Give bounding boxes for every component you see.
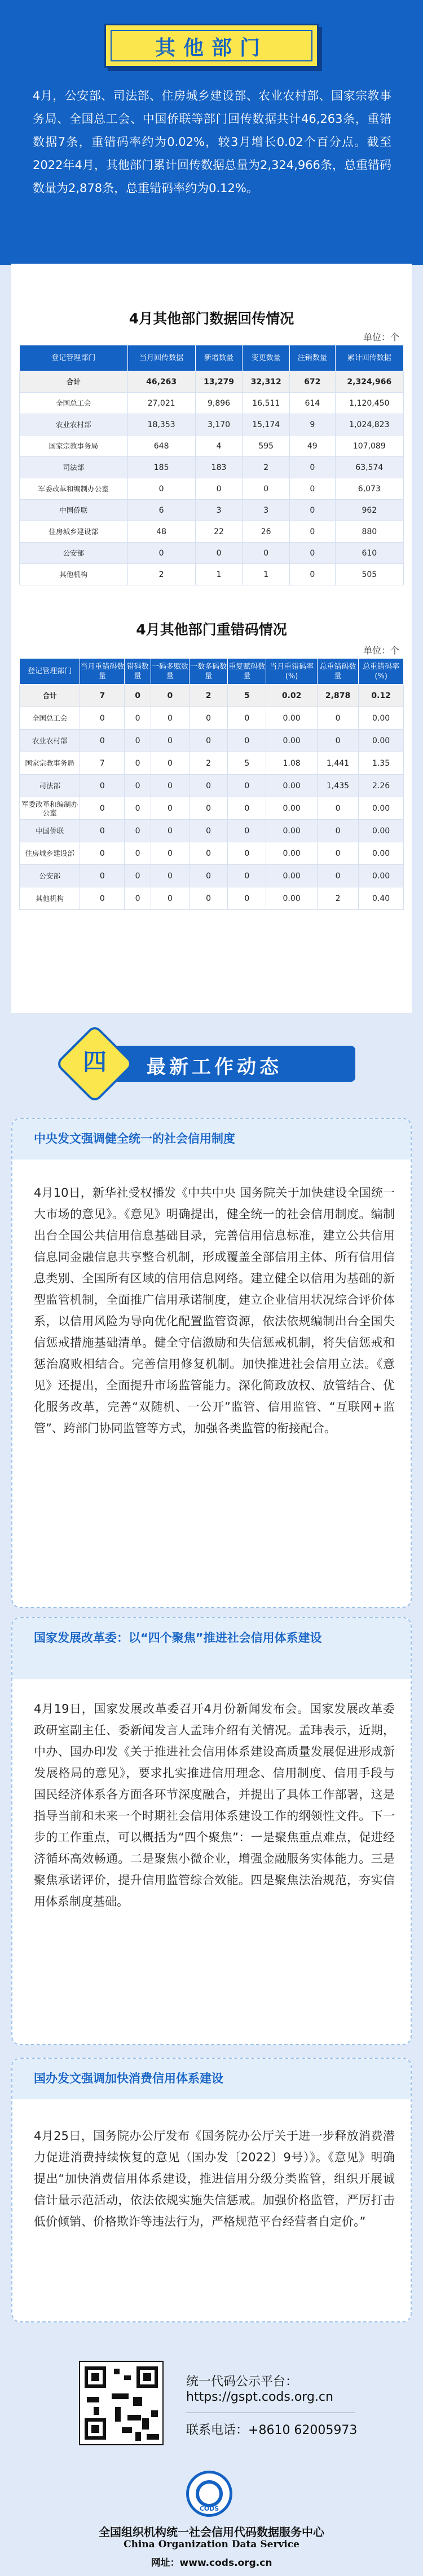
table-cell: 6 — [127, 500, 195, 521]
table-row — [20, 707, 404, 730]
table-cell: 107,089 — [335, 436, 403, 457]
table-cell: 32,312 — [243, 371, 290, 393]
table-cell: 0 — [151, 820, 189, 842]
table-cell: 0 — [190, 842, 228, 865]
table-cell: 0.00 — [359, 842, 404, 865]
table-cell: 46,263 — [127, 371, 195, 393]
table-cell: 0 — [151, 775, 189, 797]
table-cell: 0 — [80, 865, 125, 887]
news-item-1-body: 4月10日，新华社受权播发《中共中央 国务院关于加快建设全国统一大市场的意见》。《意见》明确提出，健全统一的社会信用制度。编制出台全国公共信用信息基础目录，完善信用信息标准，建立公共信用信息同金融信息共享整合机制，形成覆盖全部信用主体、所有信用信息类别、全国所有区域的信用信息网络。建立健全以信用为基础的新型监管机制，全面推广信用承诺制度，建立企业信用状况综合评价体系，以信用风险为导向优化配置监管资源，依法依规编制出台全国失信惩戒措施基础清单。健全守信激励和失信惩戒机制，将失信惩戒和惩治腐败相结合。完善信用修复机制。加快推进社会信用立法。《意见》还提出，全面提升市场监管能力。深化简政放权、放管结合、优化服务改革，完善“双随机、一公开”监管、信用监管、“互联网+监管”、跨部门协同监管等方式，加强各类监管的衔接配合。 — [34, 1186, 395, 1435]
table2-header-8: 总重错码率(%) — [359, 659, 404, 685]
table-cell: 1 — [195, 564, 243, 585]
table-cell: 0 — [190, 707, 228, 730]
table-cell: 1,435 — [317, 775, 358, 797]
table-cell: 0.00 — [359, 820, 404, 842]
table-cell: 183 — [195, 457, 243, 478]
row-label: 司法部 — [20, 775, 80, 797]
table-row — [20, 414, 404, 436]
table-cell: 48 — [127, 521, 195, 543]
table-row — [20, 752, 404, 775]
table-cell: 0 — [125, 820, 151, 842]
table-cell: 49 — [290, 436, 336, 457]
table-row — [20, 730, 404, 752]
table-cell: 0 — [125, 887, 151, 910]
table2-header-5: 重复赋码数量 — [228, 659, 266, 685]
table1-header-row — [20, 345, 404, 371]
table-cell: 0.00 — [266, 820, 318, 842]
table-cell: 5 — [228, 752, 266, 775]
org-name-en: China Organization Data Service — [124, 2539, 299, 2550]
table2-header-0: 登记管理部门 — [20, 659, 80, 685]
row-label: 司法部 — [20, 457, 128, 478]
news-item-3-heading: 国办发文强调加快消费信用体系建设 — [34, 2072, 223, 2085]
news-item-2-body: 4月19日，国家发展改革委召开4月份新闻发布会。国家发展改革委政研室副主任、委新闻发言人孟玮介绍有关情况。孟玮表示，近期，中办、国办印发《关于推进社会信用体系建设高质量发展促进形成新发展格局的意见》，要求扎实推进信用理念、信用制度、信用手段与国民经济体系各方面各环节深度融合，并提出了具体工作部署，这是指导当前和未来一个时期社会信用体系建设工作的纲领性文件。下一步的工作重点，可以概括为“四个聚焦”：一是聚焦重点难点，促进经济循环高效畅通。二是聚焦小微企业，增强金融服务实体能力。三是聚焦承诺评价，提升信用监管综合效能。四是聚焦法治规范，夯实信用体系制度基础。 — [34, 1702, 395, 1908]
table1 — [19, 345, 404, 585]
table-cell: 0 — [125, 685, 151, 707]
table-cell: 0.00 — [359, 865, 404, 887]
table-cell: 16,511 — [243, 393, 290, 414]
table-cell: 0 — [195, 543, 243, 564]
qr-code[interactable] — [79, 2361, 164, 2445]
table-cell: 0 — [190, 865, 228, 887]
table-cell: 0 — [125, 865, 151, 887]
table-cell: 0 — [151, 707, 189, 730]
table-cell: 0 — [228, 707, 266, 730]
table-row — [20, 436, 404, 457]
table-cell: 0 — [228, 820, 266, 842]
table-cell: 0.40 — [359, 887, 404, 910]
row-label: 中国侨联 — [20, 820, 80, 842]
row-label: 农业农村部 — [20, 730, 80, 752]
cods-logo-text: CODS — [199, 2505, 219, 2512]
table-row — [20, 887, 404, 910]
table-cell: 0 — [290, 564, 336, 585]
table-cell: 15,174 — [243, 414, 290, 436]
table-cell: 0.00 — [266, 887, 318, 910]
table-cell: 18,353 — [127, 414, 195, 436]
table-cell: 1,024,823 — [335, 414, 403, 436]
section3-paragraph: 4月，公安部、司法部、住房城乡建设部、农业农村部、国家宗教事务局、全国总工会、中国侨联等部门回传数据共计46,263条，重错数据7条，重错码率约为0.02%，较3月增长0.02个百分点。截至2022年4月，其他部门累计回传数据总量为2,324,966条，总重错码数量为2,878条，总重错码率约为0.12%。 — [33, 89, 391, 195]
table1-header-5: 累计回传数据 — [335, 345, 403, 371]
table-cell: 1 — [243, 564, 290, 585]
table-cell: 0 — [290, 478, 336, 500]
table-cell: 0 — [80, 842, 125, 865]
table-cell: 0 — [125, 752, 151, 775]
table-cell: 0 — [317, 707, 358, 730]
table-cell: 610 — [335, 543, 403, 564]
table-cell: 0.00 — [266, 775, 318, 797]
cods-logo-ring — [196, 2480, 223, 2507]
news-item-3 — [11, 2058, 412, 2322]
table-cell: 0 — [317, 797, 358, 820]
table2-header-1: 当月重错码数量 — [80, 659, 125, 685]
table-cell: 1.08 — [266, 752, 318, 775]
table1-header-0: 登记管理部门 — [20, 345, 128, 371]
table-cell: 0 — [80, 707, 125, 730]
news-item-3-body: 4月25日，国务院办公厅发布《国务院办公厅关于进一步释放消费潜力促进消费持续恢复的意见（国办发〔2022〕9号）》。《意见》明确提出“加快消费信用体系建设，推进信用分级分类监管，组织开展诚信计量示范活动，依法依规实施失信惩戒。加强价格监管，严厉打击低价倾销、价格欺诈等违法行为，严格规范平台经营者自定价。” — [34, 2129, 395, 2228]
table-cell: 0.00 — [266, 865, 318, 887]
table-cell: 614 — [290, 393, 336, 414]
table-cell: 6,073 — [335, 478, 403, 500]
table-row — [20, 500, 404, 521]
table-row — [20, 820, 404, 842]
news-item-2-heading: 国家发展改革委：以“四个聚焦”推进社会信用体系建设 — [34, 1631, 322, 1645]
table2-header-4: 一数多码数量 — [190, 659, 228, 685]
table-cell: 0 — [190, 730, 228, 752]
table-cell: 0.12 — [359, 685, 404, 707]
table-cell: 2 — [317, 887, 358, 910]
table-cell: 0 — [317, 730, 358, 752]
news-item-2 — [11, 1617, 412, 2045]
table-row — [20, 685, 404, 707]
table-cell: 0 — [243, 543, 290, 564]
table-cell: 0 — [290, 500, 336, 521]
row-label: 军委改革和编制办公室 — [20, 478, 128, 500]
table-cell: 0.00 — [266, 797, 318, 820]
row-label: 军委改革和编制办公室 — [20, 797, 80, 820]
table-cell: 2 — [190, 685, 228, 707]
table2-header-3: 一码多赋数量 — [151, 659, 189, 685]
table2-header-7: 总重错码数量 — [317, 659, 358, 685]
row-label: 国家宗教事务局 — [20, 436, 128, 457]
tables-card — [11, 264, 412, 1013]
table2-unit: 单位：个 — [363, 645, 399, 656]
table1-header-1: 当月回传数据 — [127, 345, 195, 371]
cods-logo — [186, 2471, 232, 2517]
table1-header-2: 新增数量 — [195, 345, 243, 371]
table-cell: 7 — [80, 752, 125, 775]
table-cell: 26 — [243, 521, 290, 543]
table-cell: 2,878 — [317, 685, 358, 707]
table-row — [20, 457, 404, 478]
table-cell: 0 — [125, 775, 151, 797]
table-cell: 0.00 — [266, 842, 318, 865]
table-cell: 1,441 — [317, 752, 358, 775]
table-cell: 0 — [80, 775, 125, 797]
table-cell: 185 — [127, 457, 195, 478]
table-cell: 0 — [290, 521, 336, 543]
org-name-cn: 全国组织机构统一社会信用代码数据服务中心 — [99, 2525, 324, 2539]
table-cell: 0 — [80, 797, 125, 820]
table1-header-4: 注销数量 — [290, 345, 336, 371]
table-cell: 0 — [151, 865, 189, 887]
table-cell: 0.00 — [359, 730, 404, 752]
platform-label: 统一代码公示平台： — [186, 2375, 298, 2389]
table-cell: 2 — [190, 752, 228, 775]
row-label: 全国总工会 — [20, 707, 80, 730]
table-row — [20, 842, 404, 865]
news-item-1 — [11, 1118, 412, 1608]
table-cell: 9,896 — [195, 393, 243, 414]
table-cell: 0 — [317, 842, 358, 865]
table-row — [20, 521, 404, 543]
table-cell: 0 — [317, 820, 358, 842]
table-cell: 0 — [317, 865, 358, 887]
table-cell: 9 — [290, 414, 336, 436]
table-cell: 63,574 — [335, 457, 403, 478]
table-cell: 0 — [190, 775, 228, 797]
table-cell: 0.00 — [266, 730, 318, 752]
table-cell: 2,324,966 — [335, 371, 403, 393]
table-cell: 0 — [243, 478, 290, 500]
table-cell: 0 — [125, 730, 151, 752]
row-label: 合计 — [20, 371, 128, 393]
platform-url[interactable]: https://gspt.cods.org.cn — [186, 2390, 333, 2404]
table-cell: 0 — [190, 797, 228, 820]
table-cell: 672 — [290, 371, 336, 393]
row-label: 公安部 — [20, 543, 128, 564]
table-cell: 0 — [80, 730, 125, 752]
table-cell: 2 — [127, 564, 195, 585]
table-cell: 648 — [127, 436, 195, 457]
table-cell: 22 — [195, 521, 243, 543]
table-cell: 0 — [228, 842, 266, 865]
table-cell: 0 — [125, 797, 151, 820]
table-cell: 0 — [190, 820, 228, 842]
table-cell: 2.26 — [359, 775, 404, 797]
row-label: 住房城乡建设部 — [20, 521, 128, 543]
row-label: 合计 — [20, 685, 80, 707]
table-cell: 1.35 — [359, 752, 404, 775]
table-cell: 0.00 — [359, 797, 404, 820]
table1-title: 4月其他部门数据回传情况 — [129, 310, 294, 327]
table-cell: 0 — [151, 797, 189, 820]
section4-badge-number: 四 — [82, 1048, 107, 1076]
table-cell: 27,021 — [127, 393, 195, 414]
phone-label: 联系电话： — [186, 2423, 249, 2437]
table-cell: 962 — [335, 500, 403, 521]
table-cell: 3 — [243, 500, 290, 521]
table-cell: 7 — [80, 685, 125, 707]
table2-header-row — [20, 659, 404, 685]
table-cell: 0 — [190, 887, 228, 910]
table-cell: 0 — [151, 730, 189, 752]
table-cell: 0 — [127, 478, 195, 500]
table-cell: 3 — [195, 500, 243, 521]
table-cell: 0 — [125, 707, 151, 730]
table-cell: 0 — [228, 730, 266, 752]
table-cell: 0 — [228, 887, 266, 910]
table-cell: 0 — [151, 685, 189, 707]
section4-title: 最新工作动态 — [147, 1056, 282, 1078]
table2-title: 4月其他部门重错码情况 — [136, 621, 287, 638]
table-cell: 1,120,450 — [335, 393, 403, 414]
table-row — [20, 564, 404, 585]
table-cell: 0 — [151, 842, 189, 865]
table-cell: 0 — [125, 842, 151, 865]
row-label: 国家宗教事务局 — [20, 752, 80, 775]
table-row — [20, 543, 404, 564]
table-cell: 5 — [228, 685, 266, 707]
org-website[interactable]: 网址：www.cods.org.cn — [151, 2557, 272, 2569]
phone-number: +8610 62005973 — [248, 2423, 358, 2437]
table-cell: 0 — [80, 887, 125, 910]
table-cell: 0 — [290, 457, 336, 478]
table-cell: 0 — [228, 797, 266, 820]
table-row — [20, 371, 404, 393]
table2-header-6: 当月重错码率(%) — [266, 659, 318, 685]
table2 — [19, 658, 404, 910]
table1-unit: 单位：个 — [363, 332, 399, 343]
row-label: 中国侨联 — [20, 500, 128, 521]
table-row — [20, 865, 404, 887]
table-cell: 0.02 — [266, 685, 318, 707]
table-cell: 0.00 — [266, 707, 318, 730]
row-label: 住房城乡建设部 — [20, 842, 80, 865]
table-row — [20, 393, 404, 414]
table-cell: 0 — [290, 543, 336, 564]
table-cell: 0 — [228, 865, 266, 887]
news-item-1-heading: 中央发文强调健全统一的社会信用制度 — [34, 1132, 235, 1145]
table-cell: 0.00 — [359, 707, 404, 730]
row-label: 农业农村部 — [20, 414, 128, 436]
section3-title: 其他部门 — [155, 37, 268, 60]
table-cell: 0 — [151, 887, 189, 910]
table-cell: 0 — [228, 775, 266, 797]
table-cell: 13,279 — [195, 371, 243, 393]
section3-title-box — [104, 24, 319, 68]
table-cell: 4 — [195, 436, 243, 457]
row-label: 其他机构 — [20, 887, 80, 910]
table-cell: 0 — [80, 820, 125, 842]
row-label: 全国总工会 — [20, 393, 128, 414]
table-cell: 3,170 — [195, 414, 243, 436]
row-label: 其他机构 — [20, 564, 128, 585]
table-cell: 0 — [195, 478, 243, 500]
table-cell: 2 — [243, 457, 290, 478]
table1-header-3: 变更数量 — [243, 345, 290, 371]
table-cell: 0 — [151, 752, 189, 775]
table-cell: 505 — [335, 564, 403, 585]
table-cell: 0 — [127, 543, 195, 564]
table2-header-2: 错码数量 — [125, 659, 151, 685]
table-row — [20, 775, 404, 797]
row-label: 公安部 — [20, 865, 80, 887]
table-row — [20, 797, 404, 820]
table-cell: 880 — [335, 521, 403, 543]
table-row — [20, 478, 404, 500]
table-cell: 595 — [243, 436, 290, 457]
